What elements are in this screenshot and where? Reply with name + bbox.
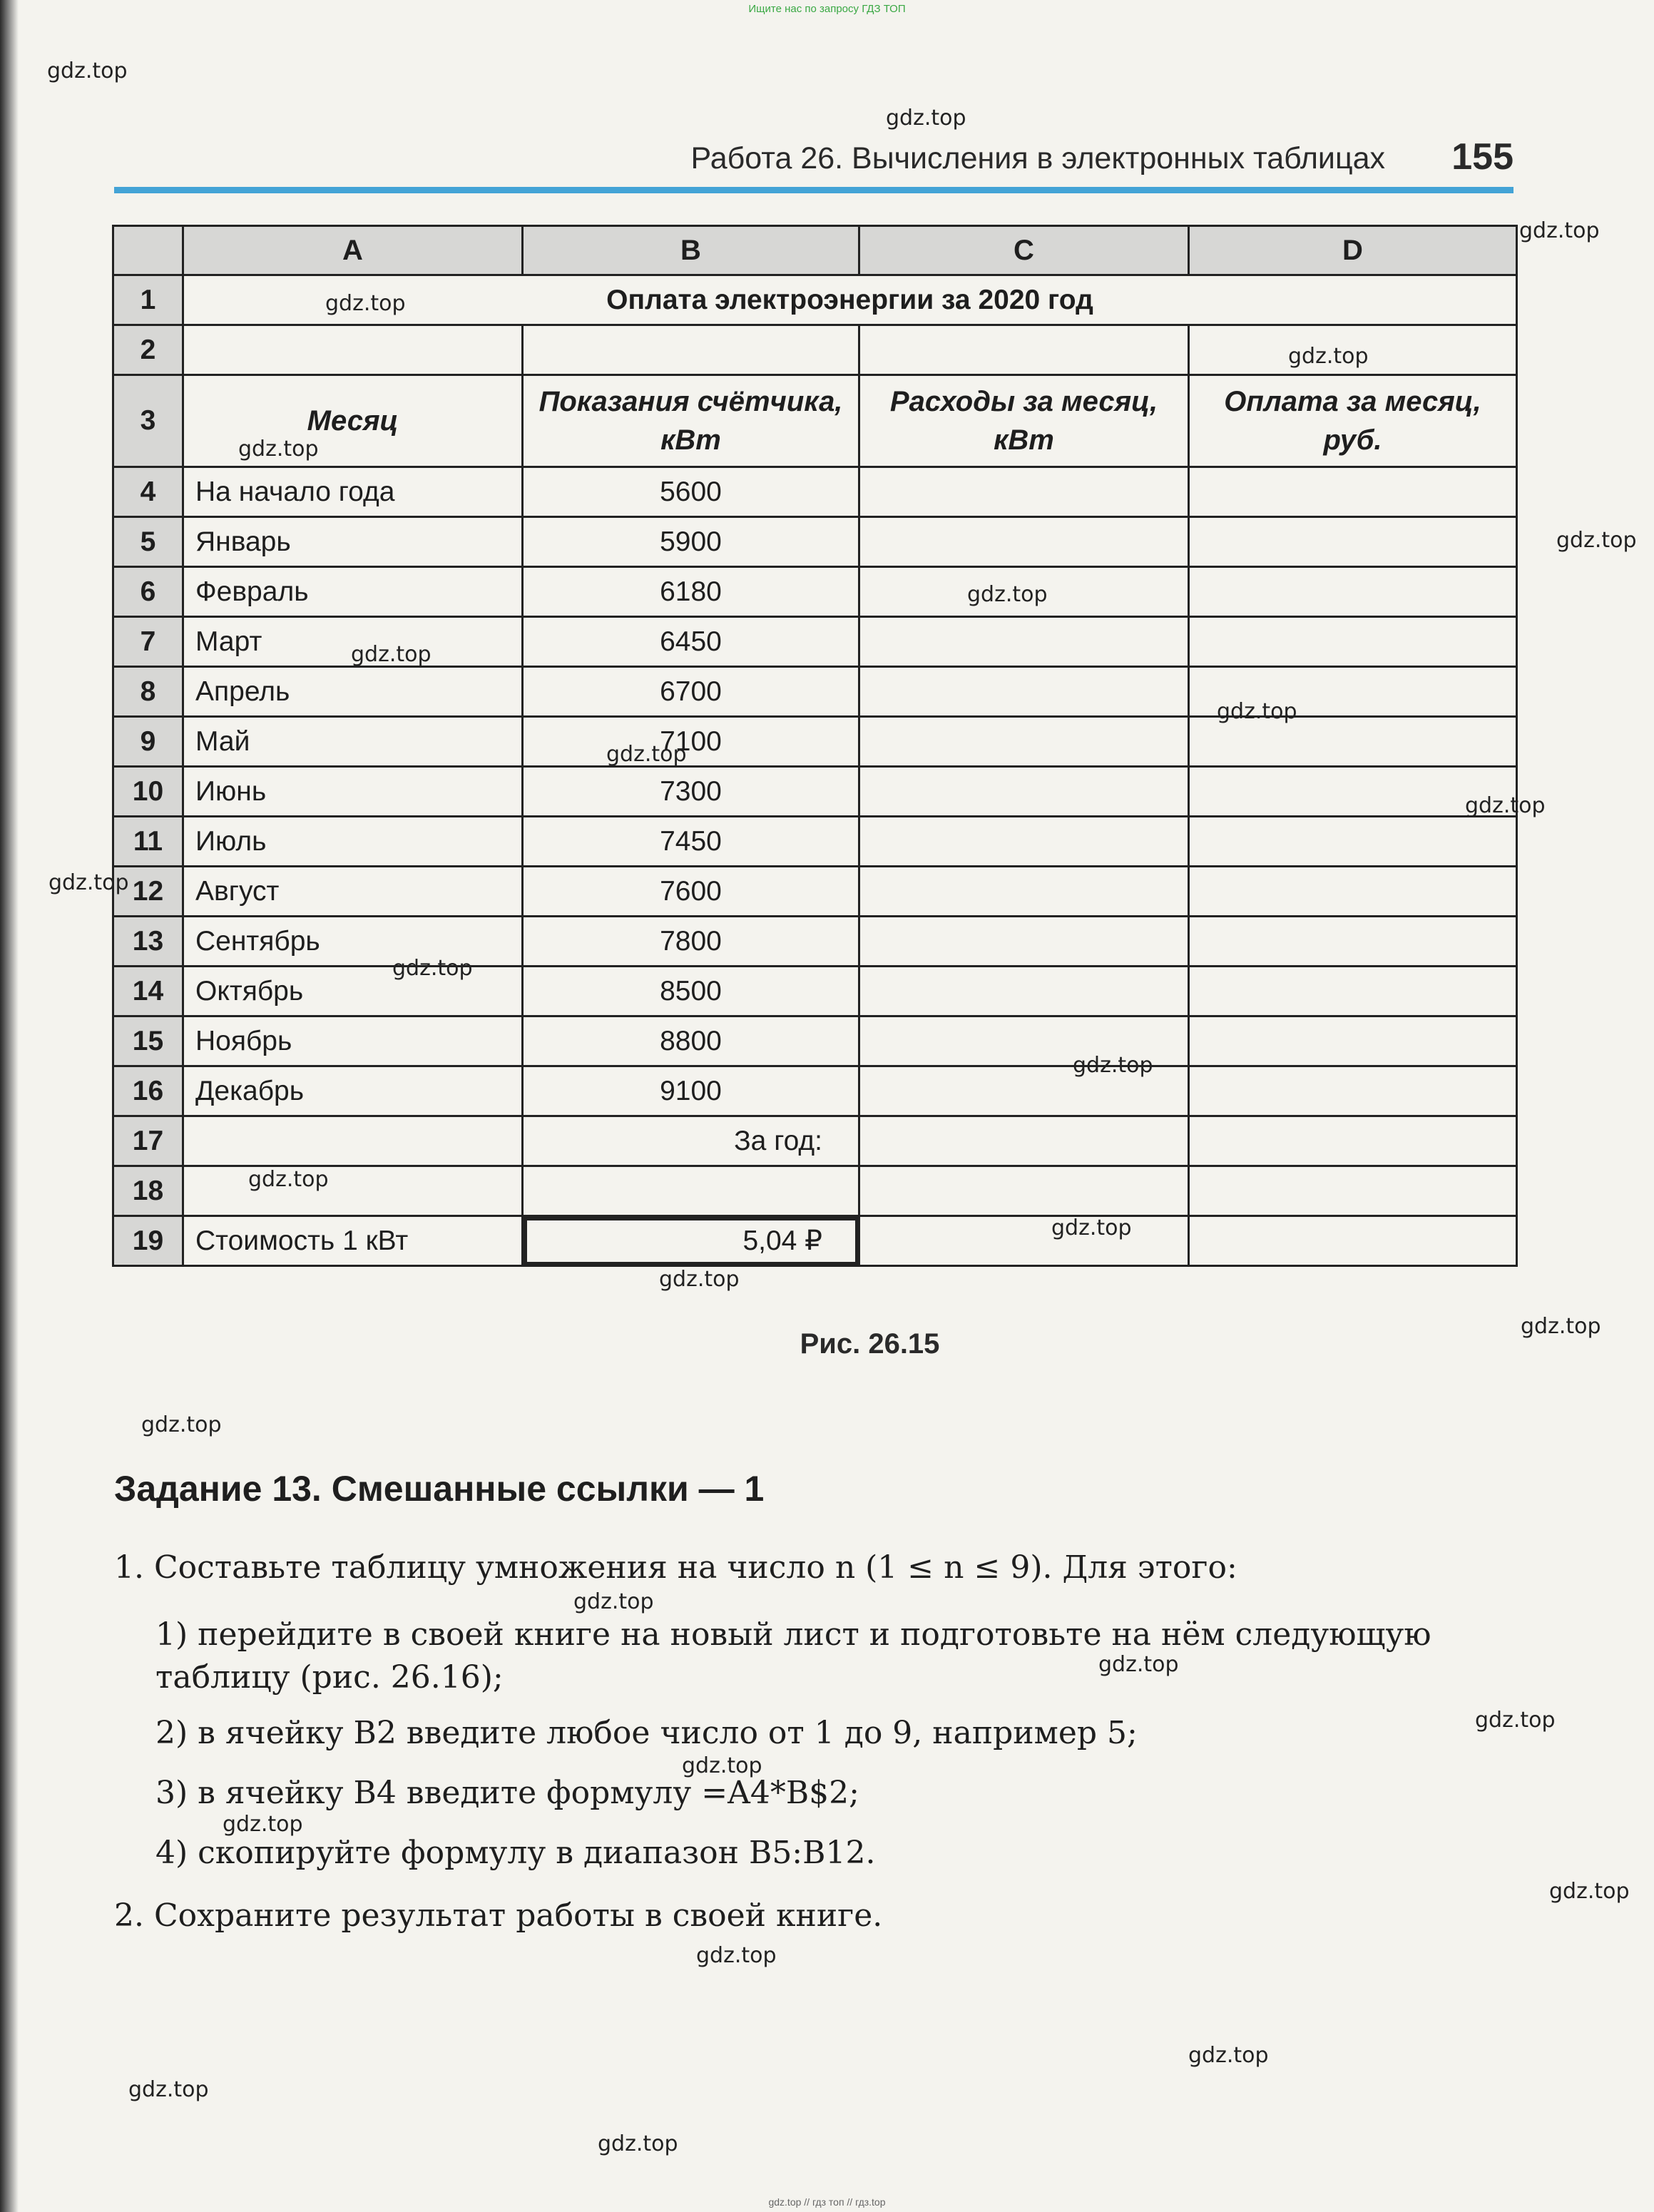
watermark: gdz.top [1188,2043,1269,2068]
task-substep-1: 1) перейдите в своей книге на новый лист и подготовьте на нём следующую таблицу (рис. 26.16); [155,1616,1431,1696]
month-cell: На начало года [183,467,523,517]
header-month: Месяц [183,375,523,467]
reading-cell: 6450 [523,617,859,667]
column-header-a: A [183,226,523,275]
top-banner: Ищите нас по запросу ГДЗ ТОП [748,3,906,15]
month-cell: Ноябрь [183,1016,523,1066]
reading-cell: 7800 [523,917,859,967]
reading-cell: 7600 [523,867,859,917]
cell [183,1116,523,1166]
watermark: gdz.top [392,956,473,981]
cost-value-cell: 5,04 ₽ [523,1216,859,1266]
cell [1189,567,1517,617]
corner-cell [113,226,183,275]
cell [1189,967,1517,1016]
watermark: gdz.top [1288,344,1369,369]
reading-cell: 5900 [523,517,859,567]
reading-cell: 8500 [523,967,859,1016]
row-number: 11 [113,817,183,867]
header-consumption: Расходы за месяц, кВт [859,375,1189,467]
reading-cell: 6180 [523,567,859,617]
watermark: gdz.top [1556,528,1637,553]
header-payment: Оплата за месяц, руб. [1189,375,1517,467]
watermark: gdz.top [223,1812,303,1837]
watermark: gdz.top [1465,793,1546,818]
cell [523,1166,859,1216]
cell [1189,717,1517,767]
watermark: gdz.top [47,58,128,83]
row-number: 4 [113,467,183,517]
reading-cell: 7100 [523,717,859,767]
cell [859,325,1189,375]
cell [859,767,1189,817]
watermark: gdz.top [606,742,687,767]
cell [1189,1166,1517,1216]
column-header-row [113,226,1517,275]
table-row [113,817,1517,867]
cell [523,325,859,375]
cell [1189,1016,1517,1066]
cell [859,1116,1189,1166]
row-number: 14 [113,967,183,1016]
table-row [113,517,1517,567]
cell [859,917,1189,967]
watermark: gdz.top [248,1167,329,1192]
task-substep-2: 2) в ячейку B2 введите любое число от 1 до 9, например 5; [155,1715,1138,1751]
task-step-2: 2. Сохраните результат работы в своей книге. [114,1897,883,1934]
cell [1189,1116,1517,1166]
cost-label-cell: Стоимость 1 кВт [183,1216,523,1266]
page-header [114,136,1513,183]
cell [1189,867,1517,917]
cell [859,467,1189,517]
watermark: gdz.top [682,1753,762,1778]
row-number: 12 [113,867,183,917]
watermark: gdz.top [238,437,319,462]
watermark: gdz.top [967,582,1048,607]
table-row [113,1216,1517,1266]
reading-cell: 6700 [523,667,859,717]
cell [859,867,1189,917]
table-row [113,867,1517,917]
cell [183,325,523,375]
watermark: gdz.top [886,106,966,131]
watermark: gdz.top [598,2131,678,2156]
total-label-cell: За год: [523,1116,859,1166]
month-cell: Апрель [183,667,523,717]
cell [859,717,1189,767]
cell [859,1166,1189,1216]
table-row [113,767,1517,817]
table-row [113,967,1517,1016]
reading-cell: 7300 [523,767,859,817]
header-reading: Показания счётчика, кВт [523,375,859,467]
watermark: gdz.top [696,1943,777,1968]
table-row [113,1066,1517,1116]
month-cell: Май [183,717,523,767]
watermark: gdz.top [1521,1314,1601,1339]
row-number: 16 [113,1066,183,1116]
month-cell: Октябрь [183,967,523,1016]
row-number: 18 [113,1166,183,1216]
spreadsheet-table [112,225,1518,1267]
row-number: 8 [113,667,183,717]
figure-caption: Рис. 26.15 [800,1328,940,1360]
row-number: 5 [113,517,183,567]
header-rule [114,187,1513,193]
bottom-banner: gdz.top // гдз топ // гдз.top [768,2196,886,2208]
page-number: 155 [1451,136,1513,178]
table-row [113,1116,1517,1166]
row-number: 13 [113,917,183,967]
row-number: 17 [113,1116,183,1166]
month-cell: Февраль [183,567,523,617]
cell [1189,1066,1517,1116]
watermark: gdz.top [1098,1652,1179,1677]
cell [859,517,1189,567]
table-row [113,467,1517,517]
month-cell: Январь [183,517,523,567]
reading-cell: 5600 [523,467,859,517]
watermark: gdz.top [573,1589,654,1614]
month-cell: Июль [183,817,523,867]
reading-cell: 7450 [523,817,859,867]
cell [859,667,1189,717]
row-number: 19 [113,1216,183,1266]
watermark: gdz.top [141,1412,222,1437]
watermark: gdz.top [1051,1215,1132,1240]
table-row [113,717,1517,767]
watermark: gdz.top [49,870,129,895]
task-substep-3: 3) в ячейку B4 введите формулу =A4*B$2; [155,1775,859,1811]
table-header-row [113,375,1517,467]
table-row [113,917,1517,967]
cell [1189,517,1517,567]
cell [1189,817,1517,867]
row-number: 1 [113,275,183,325]
watermark: gdz.top [128,2077,209,2102]
column-header-c: C [859,226,1189,275]
page-edge-shadow [0,0,19,2212]
table-row [113,667,1517,717]
watermark: gdz.top [1073,1053,1153,1078]
cell [1189,617,1517,667]
row-number: 6 [113,567,183,617]
table-row [113,617,1517,667]
watermark: gdz.top [325,291,406,316]
row-number: 7 [113,617,183,667]
cell [183,1166,523,1216]
table-row [113,275,1517,325]
row-number: 15 [113,1016,183,1066]
watermark: gdz.top [659,1267,740,1292]
running-title: Работа 26. Вычисления в электронных таблицах [690,141,1385,175]
task-step-1: 1. Составьте таблицу умножения на число n (1 ≤ n ≤ 9). Для этого: [114,1549,1237,1586]
row-number: 3 [113,375,183,467]
column-header-d: D [1189,226,1517,275]
row-number: 2 [113,325,183,375]
task-substep-4: 4) скопируйте формулу в диапазон B5:B12. [155,1835,876,1871]
watermark: gdz.top [351,642,432,667]
watermark: gdz.top [1519,218,1600,243]
cell [859,617,1189,667]
row-number: 10 [113,767,183,817]
table-row [113,1016,1517,1066]
cell [1189,917,1517,967]
cell [1189,1216,1517,1266]
month-cell: Март [183,617,523,667]
month-cell: Сентябрь [183,917,523,967]
table-row [113,567,1517,617]
reading-cell: 9100 [523,1066,859,1116]
cell [859,967,1189,1016]
column-header-b: B [523,226,859,275]
month-cell: Июнь [183,767,523,817]
row-number: 9 [113,717,183,767]
cell [1189,467,1517,517]
watermark: gdz.top [1549,1879,1630,1904]
watermark: gdz.top [1475,1708,1556,1733]
watermark: gdz.top [1217,699,1297,724]
month-cell: Август [183,867,523,917]
cell [859,1216,1189,1266]
task-title: Задание 13. Смешанные ссылки — 1 [114,1469,765,1509]
table-title-cell: Оплата электроэнергии за 2020 год [183,275,1517,325]
cell [859,817,1189,867]
reading-cell: 8800 [523,1016,859,1066]
month-cell: Декабрь [183,1066,523,1116]
